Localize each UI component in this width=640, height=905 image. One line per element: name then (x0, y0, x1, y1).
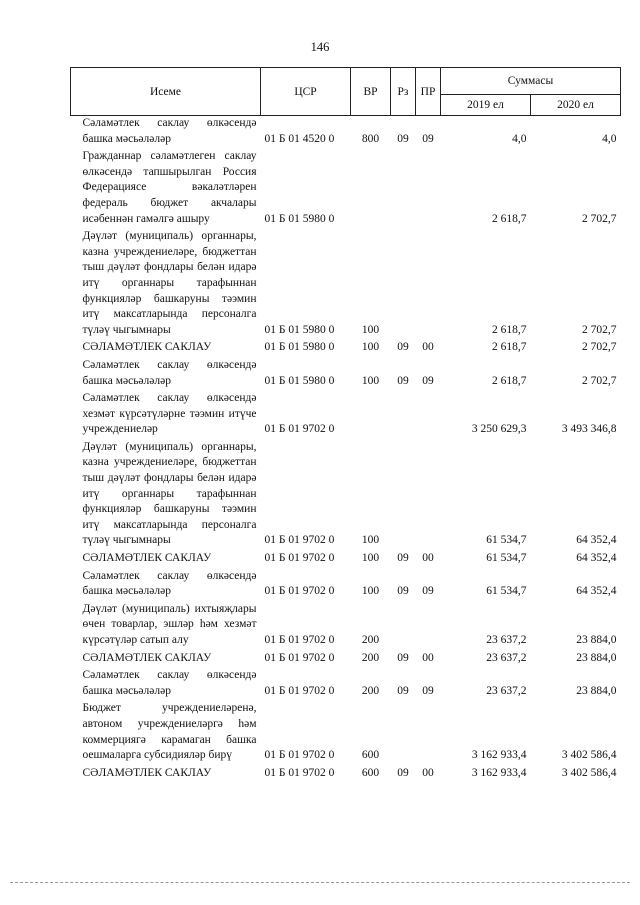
row-sum-2019: 2 618,7 (492, 341, 527, 354)
row-pr (416, 389, 441, 438)
row-name: СӘЛАМӘТЛЕК САКЛАУ (82, 651, 212, 664)
row-vr: 200 (361, 684, 380, 697)
row-csr: 01 Б 01 9702 0 (264, 552, 335, 565)
row-csr: 01 Б 01 5980 0 (264, 341, 335, 354)
row-csr: 01 Б 01 9702 0 (264, 634, 335, 646)
row-name: Дәүләт (муниципаль) ихтыяҗлары өчен товарлар, эшләр һәм хезмәт күрсәтүләр сатып алу (82, 602, 257, 646)
row-pr (416, 227, 441, 338)
row-vr: 100 (361, 323, 380, 336)
row-name: Дәүләт (муниципаль) органнары, казна учреждениеләре, бюджеттан тыш дәүләт фондлары белән идарә итү органнары тарафыннан функцияләр башкаруны тәэмин итү максатларында персоналга түләү чыгымнары (82, 440, 257, 547)
header-rz: Рз (391, 68, 416, 116)
row-sum-2019: 3 162 933,4 (471, 749, 527, 762)
row-vr: 600 (361, 749, 380, 762)
row-rz (391, 389, 416, 438)
table-row (71, 147, 621, 227)
budget-table (70, 67, 621, 781)
row-vr: 100 (361, 341, 380, 354)
row-vr: 100 (361, 374, 380, 387)
table-row (71, 338, 621, 356)
row-sum-2020: 64 352,4 (576, 585, 617, 598)
table-row (71, 666, 621, 699)
row-sum-2019: 23 637,2 (486, 634, 527, 646)
table-row (71, 649, 621, 667)
row-sum-2020: 2 702,7 (582, 212, 617, 225)
row-name: Дәүләт (муниципаль) органнары, казна учреждениеләре, бюджеттан тыш дәүләт фондлары белән идарә итү органнары тарафыннан функцияләр башкаруны тәэмин итү максатларында персоналга түләү чыгымнары (82, 230, 257, 336)
row-rz: 09 (397, 651, 409, 664)
row-vr (351, 147, 391, 227)
row-vr: 100 (361, 534, 380, 547)
row-pr: 00 (422, 766, 434, 779)
row-sum-2019: 2 618,7 (492, 374, 527, 387)
row-name: СӘЛАМӘТЛЕК САКЛАУ (82, 766, 212, 779)
row-sum-2020: 64 352,4 (576, 534, 617, 547)
row-csr: 01 Б 01 4520 0 (264, 132, 335, 145)
row-sum-2020: 2 702,7 (582, 341, 617, 354)
row-rz (391, 227, 416, 338)
row-pr (416, 147, 441, 227)
row-name: Сәламәтлек саклау өлкәсендә башка мәсьәләләр (82, 569, 257, 598)
row-name: Сәламәтлек саклау өлкәсендә башка мәсьәләләр (82, 117, 257, 145)
row-rz (391, 147, 416, 227)
header-year-2019: 2019 ел (441, 95, 531, 116)
row-csr: 01 Б 01 5980 0 (264, 374, 335, 387)
row-rz: 09 (397, 374, 409, 387)
row-sum-2019: 3 162 933,4 (471, 766, 527, 779)
header-name: Исеме (71, 68, 261, 116)
row-rz: 09 (397, 552, 409, 565)
row-sum-2020: 23 884,0 (576, 684, 617, 697)
row-csr: 01 Б 01 5980 0 (264, 212, 335, 225)
row-sum-2020: 23 884,0 (576, 651, 617, 664)
table-row (71, 699, 621, 763)
row-sum-2019: 61 534,7 (486, 534, 527, 547)
row-name: СӘЛАМӘТЛЕК САКЛАУ (82, 552, 212, 565)
row-vr: 200 (361, 634, 380, 646)
row-sum-2019: 4,0 (512, 132, 527, 145)
row-sum-2020: 3 493 346,8 (561, 423, 617, 436)
row-csr: 01 Б 01 9702 0 (264, 534, 335, 547)
row-csr: 01 Б 01 9702 0 (264, 684, 335, 697)
row-name: Сәламәтлек саклау өлкәсендә башка мәсьәләләр (82, 669, 257, 697)
row-name: Гражданнар сәламәтлеген саклау өлкәсендә тапшырылган Россия Федерациясе вәкаләтләрен федераль бюджет акчалары исәбеннән гамәлгә ашыру (82, 150, 257, 225)
row-sum-2020: 64 352,4 (576, 552, 617, 565)
row-sum-2020: 3 402 586,4 (561, 766, 617, 779)
row-sum-2019: 23 637,2 (486, 651, 527, 664)
row-csr: 01 Б 01 9702 0 (264, 749, 335, 762)
row-sum-2020: 4,0 (602, 132, 617, 145)
table-row (71, 227, 621, 338)
page-number: 146 (310, 40, 330, 54)
header-sums: Суммасы (441, 68, 621, 95)
header-pr: ПР (416, 68, 441, 116)
table-row (71, 389, 621, 438)
row-rz: 09 (397, 684, 409, 697)
table-row (71, 116, 621, 148)
row-csr: 01 Б 01 9702 0 (264, 651, 335, 664)
row-sum-2019: 3 250 629,3 (471, 423, 527, 436)
row-rz (391, 438, 416, 549)
table-row (71, 356, 621, 389)
header-csr: ЦСР (261, 68, 351, 116)
row-name: СӘЛАМӘТЛЕК САКЛАУ (82, 341, 212, 354)
row-rz (391, 699, 416, 763)
table-row (71, 549, 621, 567)
row-vr: 100 (361, 585, 380, 598)
row-pr (416, 600, 441, 649)
row-sum-2020: 2 702,7 (582, 374, 617, 387)
row-vr: 600 (361, 766, 380, 779)
row-sum-2019: 23 637,2 (486, 684, 527, 697)
row-csr: 01 Б 01 9702 0 (264, 423, 335, 436)
row-sum-2020: 3 402 586,4 (561, 749, 617, 762)
row-vr: 200 (361, 651, 380, 664)
row-name: Сәламәтлек саклау өлкәсендә хезмәт күрсәтүләрне тәэмин итүче учреждениеләр (82, 392, 257, 436)
table-header (71, 68, 621, 116)
row-pr: 09 (422, 374, 434, 387)
row-sum-2019: 2 618,7 (492, 323, 527, 336)
row-rz (391, 600, 416, 649)
row-pr (416, 438, 441, 549)
row-pr: 09 (422, 585, 434, 598)
row-sum-2019: 61 534,7 (486, 552, 527, 565)
row-sum-2020: 23 884,0 (576, 634, 617, 646)
row-csr: 01 Б 01 5980 0 (264, 323, 335, 336)
header-vr: ВР (351, 68, 391, 116)
footer-divider (10, 882, 630, 883)
row-pr: 09 (422, 132, 434, 145)
row-pr: 09 (422, 684, 434, 697)
row-vr (351, 389, 391, 438)
row-sum-2019: 61 534,7 (486, 585, 527, 598)
table-row (71, 438, 621, 549)
row-pr: 00 (422, 651, 434, 664)
row-rz: 09 (397, 132, 409, 145)
table-body (71, 116, 621, 782)
row-name: Сәламәтлек саклау өлкәсендә башка мәсьәләләр (82, 358, 257, 387)
table-row (71, 600, 621, 649)
row-vr: 100 (361, 552, 380, 565)
row-name: Бюджет учреждениеләренә, автоном учреждениеләргә һәм коммерциягә карамаган башка оешмаларга субсидияләр бирү (82, 702, 257, 762)
row-pr: 00 (422, 552, 434, 565)
row-vr: 800 (361, 132, 380, 145)
row-rz: 09 (397, 766, 409, 779)
row-pr (416, 699, 441, 763)
table-row (71, 764, 621, 782)
row-csr: 01 Б 01 9702 0 (264, 585, 335, 598)
row-pr: 00 (422, 341, 434, 354)
table-row (71, 567, 621, 600)
row-csr: 01 Б 01 9702 0 (264, 766, 335, 779)
header-year-2020: 2020 ел (531, 95, 621, 116)
row-sum-2020: 2 702,7 (582, 323, 617, 336)
row-rz: 09 (397, 341, 409, 354)
row-rz: 09 (397, 585, 409, 598)
row-sum-2019: 2 618,7 (492, 212, 527, 225)
